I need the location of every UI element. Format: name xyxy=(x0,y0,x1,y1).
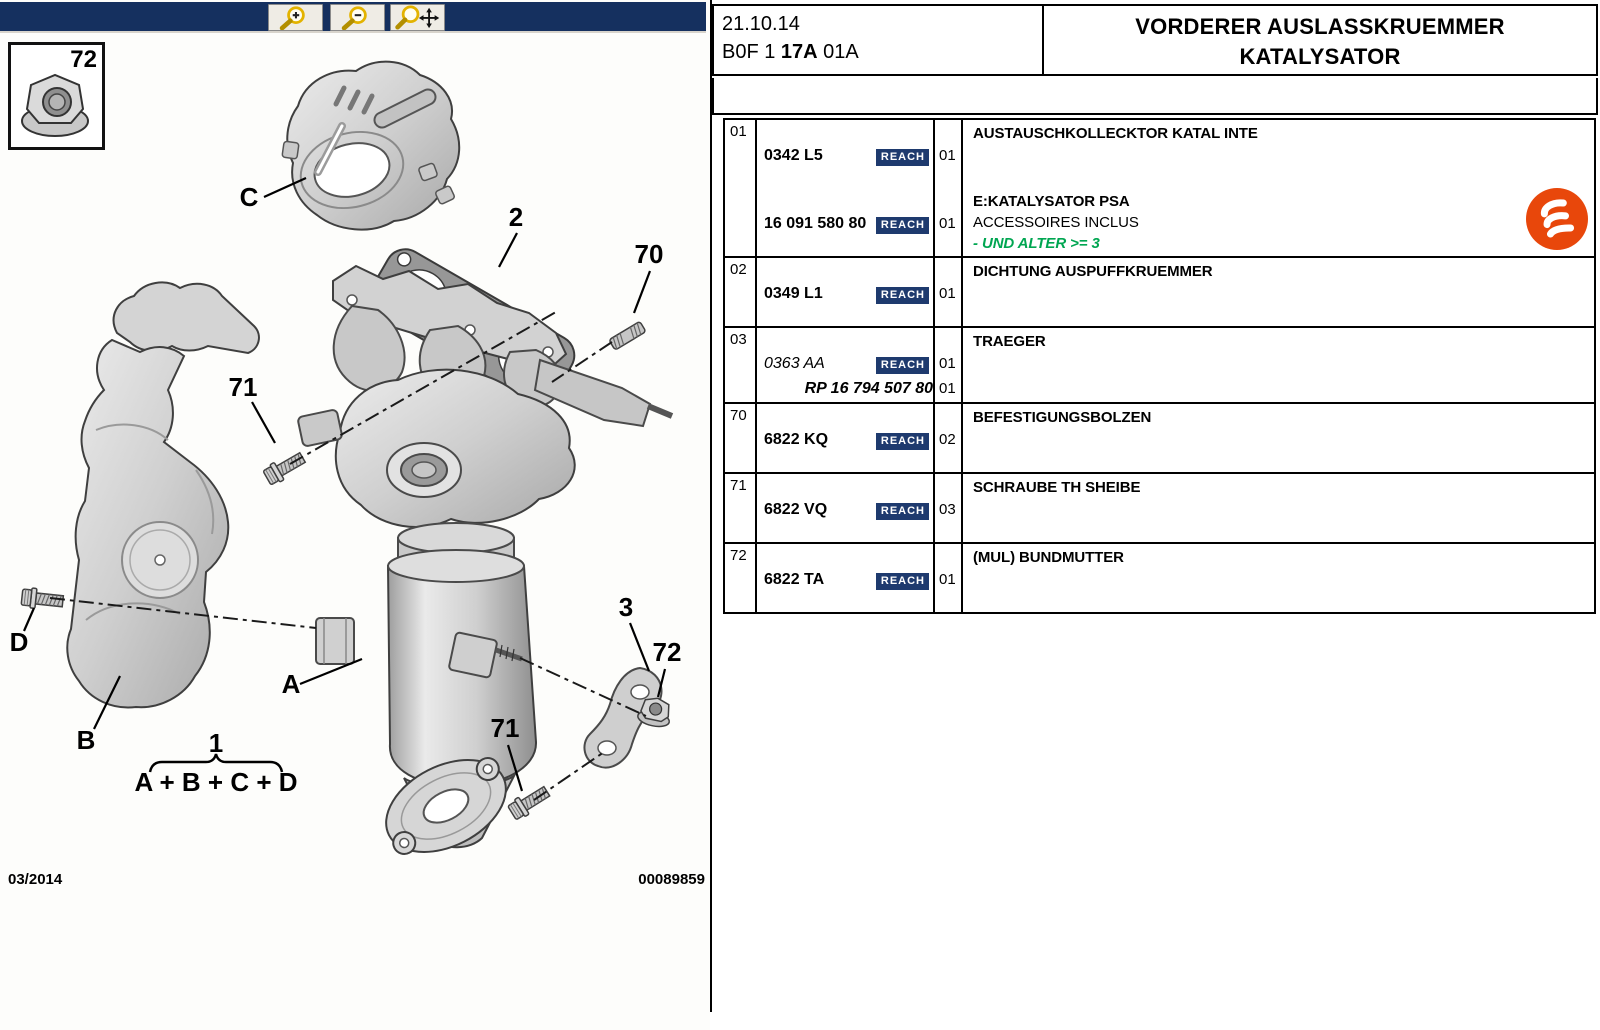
parts-row-72 xyxy=(725,542,1594,612)
description-line: AUSTAUSCHKOLLECKTOR KATAL INTE xyxy=(973,125,1258,142)
parts-table xyxy=(723,118,1596,614)
part-entry xyxy=(757,474,1594,542)
reach-badge[interactable]: REACH xyxy=(876,217,929,234)
part-number-cell xyxy=(757,404,935,450)
callout-A+B+C+D: A + B + C + D xyxy=(134,767,298,797)
part-entry xyxy=(757,120,1594,188)
part-entry xyxy=(757,380,1594,402)
panel-divider xyxy=(710,0,712,1012)
bolt-71-upper-icon xyxy=(262,449,308,487)
part-entry xyxy=(757,328,1594,380)
part-number-cell xyxy=(757,328,935,374)
quantity: 01 xyxy=(939,380,956,397)
callout-D: D xyxy=(9,627,29,657)
quantity: 01 xyxy=(939,571,956,588)
manifold-catalyst-part xyxy=(297,266,672,871)
description-cell xyxy=(965,258,1594,282)
drawing-number: 00089859 xyxy=(638,871,705,888)
part-entry xyxy=(757,404,1594,472)
description-cell xyxy=(965,404,1594,428)
part-number: 0342 L5 xyxy=(764,147,823,164)
description-cell xyxy=(965,474,1594,498)
revision-date: 03/2014 xyxy=(8,871,63,888)
reach-badge[interactable]: REACH xyxy=(876,149,929,166)
callout-B: B xyxy=(76,725,96,755)
code-prefix: B0F 1 xyxy=(722,41,781,63)
parts-row-02 xyxy=(725,256,1594,326)
description-cell xyxy=(965,380,1594,383)
part-entry xyxy=(757,258,1594,326)
part-number: 16 091 580 80 xyxy=(764,215,867,232)
reach-badge[interactable]: REACH xyxy=(876,503,929,520)
part-number-cell xyxy=(757,474,935,520)
code-suffix: 01A xyxy=(817,41,859,63)
zoom-out-icon xyxy=(331,5,384,30)
callout-1: 1 xyxy=(208,728,224,758)
part-number: 6822 VQ xyxy=(764,501,828,518)
zoom-pan-button[interactable] xyxy=(390,4,445,31)
empty-row xyxy=(712,78,1598,115)
toolbar xyxy=(0,2,706,33)
ref-number: 71 xyxy=(730,477,747,494)
inset-label: 72 xyxy=(70,46,97,73)
callout-2: 2 xyxy=(508,202,524,232)
part-number-cell xyxy=(757,544,935,590)
description-line: TRAEGER xyxy=(973,333,1046,350)
parts-list-panel xyxy=(710,0,1600,1030)
zoom-out-button[interactable] xyxy=(330,4,385,31)
callout-C: C xyxy=(239,182,259,212)
description-cell xyxy=(965,120,1594,144)
description-line: (MUL) BUNDMUTTER xyxy=(973,549,1124,566)
callout-71: 71 xyxy=(490,713,520,743)
description-line: DICHTUNG AUSPUFFKRUEMMER xyxy=(973,263,1213,280)
page-title xyxy=(1044,6,1596,74)
zoom-in-icon xyxy=(269,5,322,30)
exploded-diagram xyxy=(0,33,710,1030)
part-entry xyxy=(757,544,1594,612)
description-line: BEFESTIGUNGSBOLZEN xyxy=(973,409,1152,426)
bolt-71-lower-icon xyxy=(507,783,552,822)
quantity: 02 xyxy=(939,431,956,448)
part-number-cell xyxy=(757,258,935,304)
callout-A: A xyxy=(281,669,301,699)
description-line: E:KATALYSATOR PSA xyxy=(973,193,1130,210)
heat-shield-c-part xyxy=(282,62,459,230)
page-header xyxy=(712,4,1598,76)
part-number-cell xyxy=(757,188,935,234)
callout-72: 72 xyxy=(652,637,682,667)
part-number: 6822 TA xyxy=(764,571,825,588)
reach-badge[interactable]: REACH xyxy=(876,287,929,304)
callout-3: 3 xyxy=(618,592,634,622)
ref-number: 03 xyxy=(730,331,747,348)
title-line-1: VORDERER AUSLASSKRUEMMER xyxy=(1135,14,1505,39)
ref-number: 70 xyxy=(730,407,747,424)
quantity: 03 xyxy=(939,501,956,518)
description-cell xyxy=(965,544,1594,568)
heat-shield-b-part xyxy=(67,282,259,707)
ref-number: 02 xyxy=(730,261,747,278)
quantity: 01 xyxy=(939,285,956,302)
parts-row-70 xyxy=(725,402,1594,472)
description-cell xyxy=(965,328,1594,352)
callout-71: 71 xyxy=(228,372,258,402)
quantity: 01 xyxy=(939,147,956,164)
catalog-code xyxy=(722,37,1042,67)
part-number-cell xyxy=(757,120,935,166)
parts-row-71 xyxy=(725,472,1594,542)
description-cell xyxy=(965,188,1594,254)
header-meta xyxy=(714,6,1044,74)
part-number: 0363 AA xyxy=(764,355,825,372)
zoom-pan-icon xyxy=(391,5,444,30)
part-number: 6822 KQ xyxy=(764,431,829,448)
quantity: 01 xyxy=(939,215,956,232)
ref-number: 72 xyxy=(730,547,747,564)
part-number: RP 16 794 507 80 xyxy=(804,380,933,397)
part-entry xyxy=(757,188,1594,256)
part-number-cell xyxy=(757,380,935,398)
parts-row-03 xyxy=(725,326,1594,402)
stud-70-icon xyxy=(609,321,646,350)
part-number: 0349 L1 xyxy=(764,285,823,302)
ref-number: 01 xyxy=(730,123,747,140)
description-line: SCHRAUBE TH SHEIBE xyxy=(973,479,1141,496)
parts-row-01 xyxy=(725,120,1594,256)
diagram-panel xyxy=(0,0,710,1030)
reach-badge[interactable]: REACH xyxy=(876,433,929,450)
catalog-date: 21.10.14 xyxy=(722,13,800,35)
callout-70: 70 xyxy=(634,239,664,269)
reach-badge[interactable]: REACH xyxy=(876,573,929,590)
brand-logo[interactable] xyxy=(1526,188,1588,250)
description-line: - UND ALTER >= 3 xyxy=(973,235,1100,252)
reach-badge[interactable]: REACH xyxy=(876,357,929,374)
description-line: ACCESSOIRES INCLUS xyxy=(973,214,1139,231)
zoom-in-button[interactable] xyxy=(268,4,323,31)
title-line-2: KATALYSATOR xyxy=(1239,44,1401,69)
code-section: 17A xyxy=(780,41,818,63)
brand-logo-icon xyxy=(1526,188,1588,250)
quantity: 01 xyxy=(939,355,956,372)
